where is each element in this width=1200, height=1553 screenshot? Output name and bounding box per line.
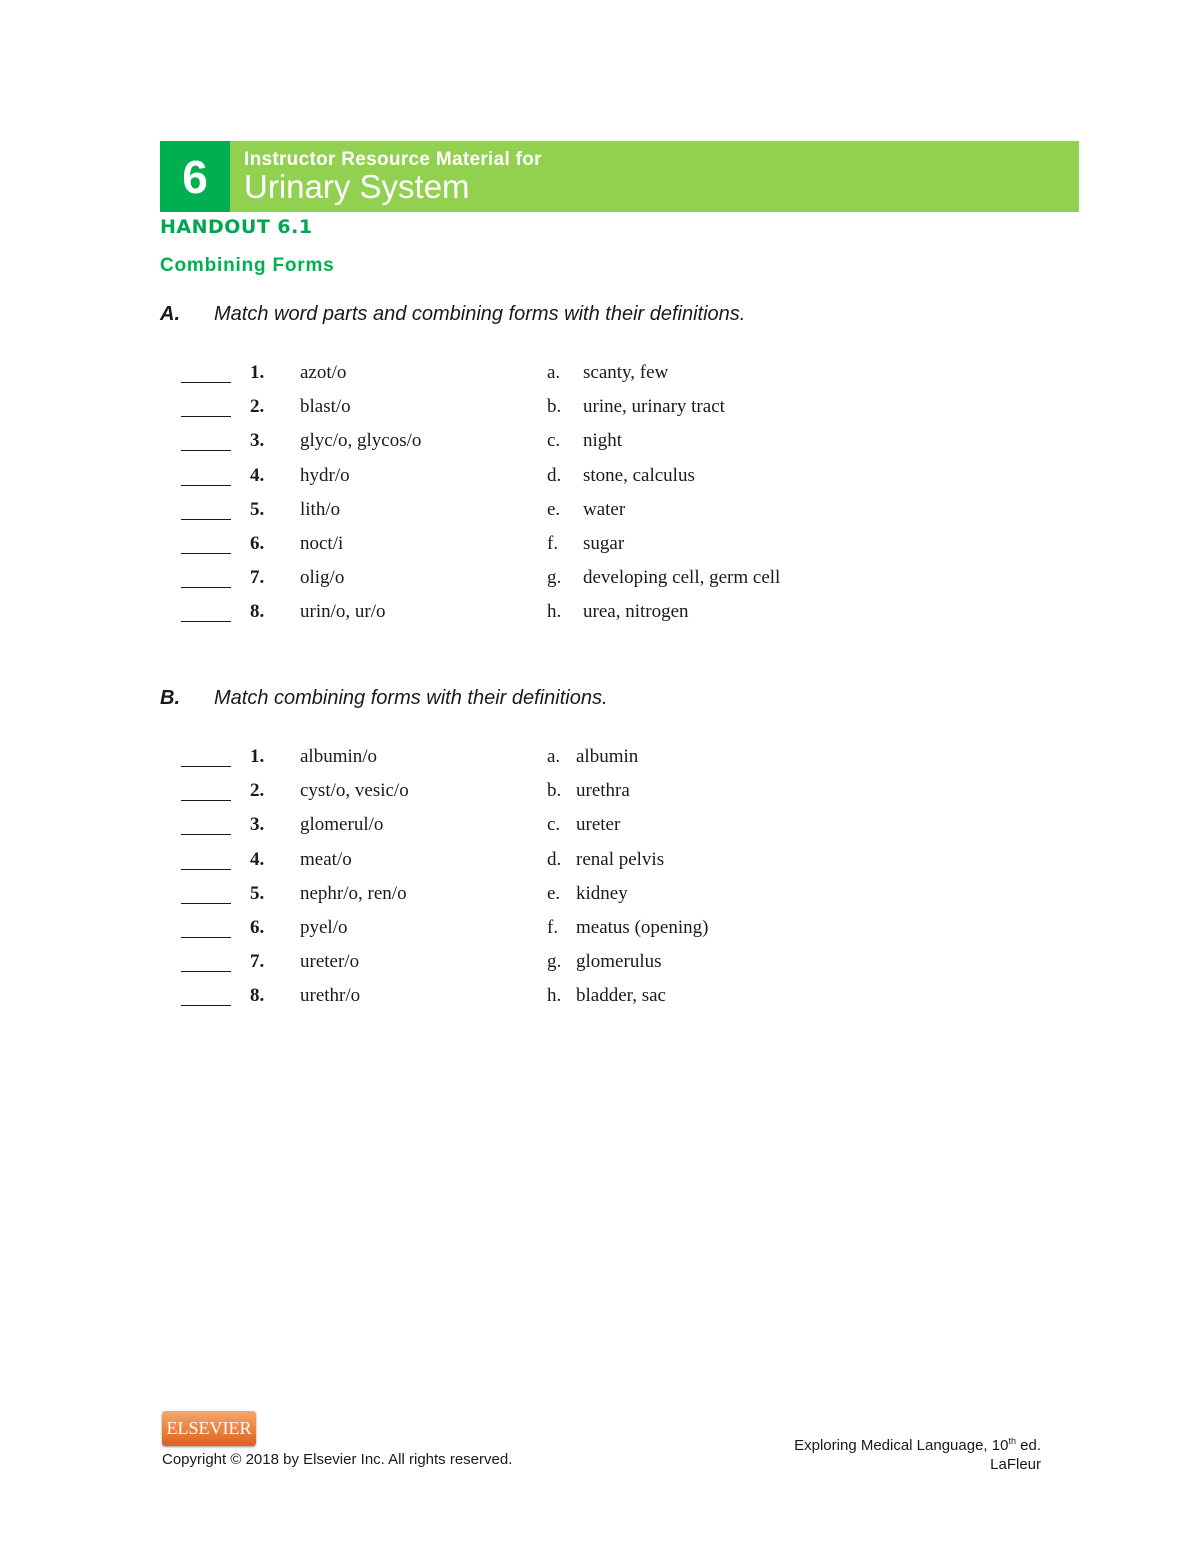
item-number: 4.: [250, 464, 265, 486]
handout-label: HANDOUT 6.1: [160, 216, 313, 238]
matching-row: [181, 814, 881, 844]
item-number: 8.: [250, 985, 265, 1007]
definition-letter: f.: [547, 533, 559, 554]
item-term: hydr/o: [300, 464, 350, 486]
chapter-number: 6: [160, 141, 230, 212]
item-term: nephr/o, ren/o: [300, 882, 407, 904]
definition-text: scanty, few: [583, 362, 669, 383]
page-subtitle: Combining Forms: [160, 255, 335, 276]
item-number: 2.: [250, 396, 265, 418]
item-number: 5.: [250, 882, 265, 904]
item-term: albumin/o: [300, 746, 378, 767]
definition-text: urea, nitrogen: [583, 601, 689, 623]
item-number: 1.: [250, 362, 265, 383]
author: LaFleur: [990, 1456, 1041, 1473]
definition-letter: g.: [547, 951, 562, 973]
item-number: 7.: [250, 567, 265, 589]
item-term: noct/i: [300, 533, 344, 554]
definition-letter: c.: [547, 814, 561, 836]
matching-row: [181, 396, 881, 426]
answer-blank[interactable]: [181, 430, 231, 451]
definition-text: albumin: [576, 746, 639, 767]
definition-text: stone, calculus: [583, 464, 695, 486]
answer-blank[interactable]: [181, 499, 231, 520]
definition-letter: h.: [547, 601, 562, 623]
matching-row: [181, 883, 881, 913]
section-b-heading: [160, 687, 608, 710]
matching-row: [181, 430, 881, 460]
answer-blank[interactable]: [181, 883, 231, 904]
definition-text: sugar: [583, 533, 625, 554]
item-number: 2.: [250, 780, 265, 802]
answer-blank[interactable]: [181, 917, 231, 938]
item-number: 1.: [250, 746, 265, 767]
book-info: [794, 1432, 1041, 1474]
matching-row: [181, 465, 881, 495]
answer-blank[interactable]: [181, 780, 231, 801]
definition-text: meatus (opening): [576, 917, 709, 938]
answer-blank[interactable]: [181, 465, 231, 486]
section-instruction: Match word parts and combining forms with their definitions.: [214, 303, 746, 325]
answer-blank[interactable]: [181, 814, 231, 835]
definition-text: water: [583, 498, 626, 520]
item-term: cyst/o, vesic/o: [300, 780, 409, 802]
banner-title: Urinary System: [244, 168, 470, 205]
definition-text: developing cell, germ cell: [583, 567, 781, 589]
answer-blank[interactable]: [181, 746, 231, 767]
answer-blank[interactable]: [181, 396, 231, 417]
section-letter: B.: [160, 687, 180, 709]
answer-blank[interactable]: [181, 951, 231, 972]
section-instruction: Match combining forms with their definitions.: [214, 687, 608, 709]
definition-text: urine, urinary tract: [583, 396, 725, 418]
item-term: pyel/o: [300, 917, 348, 938]
item-number: 4.: [250, 848, 265, 870]
matching-row: [181, 985, 881, 1015]
chapter-banner: [160, 141, 1079, 212]
section-letter: A.: [160, 303, 180, 325]
definition-letter: b.: [547, 396, 562, 418]
definition-letter: d.: [547, 848, 562, 870]
definition-text: renal pelvis: [576, 848, 665, 870]
definition-letter: e.: [547, 882, 561, 904]
item-term: glomerul/o: [300, 814, 384, 836]
definition-letter: d.: [547, 464, 562, 486]
matching-row: [181, 951, 881, 981]
definition-letter: c.: [547, 430, 561, 452]
item-number: 6.: [250, 917, 265, 938]
answer-blank[interactable]: [181, 601, 231, 622]
item-term: urethr/o: [300, 985, 361, 1007]
item-term: meat/o: [300, 848, 352, 870]
item-number: 7.: [250, 951, 265, 973]
section-a-heading: [160, 303, 745, 326]
definition-letter: f.: [547, 917, 559, 938]
definition-text: urethra: [576, 780, 630, 802]
answer-blank[interactable]: [181, 849, 231, 870]
item-term: ureter/o: [300, 951, 360, 973]
definition-text: ureter: [576, 814, 621, 836]
matching-row: [181, 533, 881, 563]
item-number: 3.: [250, 430, 265, 452]
banner-text: [230, 141, 542, 212]
definition-text: kidney: [576, 882, 628, 904]
matching-row: [181, 917, 881, 947]
matching-row: [181, 499, 881, 529]
definition-letter: a.: [547, 746, 561, 767]
book-title: Exploring Medical Language, 10th ed.: [794, 1436, 1041, 1454]
definition-letter: a.: [547, 362, 561, 383]
banner-subtitle: Instructor Resource Material for: [244, 149, 542, 170]
matching-row: [181, 849, 881, 879]
item-term: glyc/o, glycos/o: [300, 430, 422, 452]
matching-row: [181, 780, 881, 810]
item-term: olig/o: [300, 567, 345, 589]
item-term: blast/o: [300, 396, 351, 418]
item-term: urin/o, ur/o: [300, 601, 386, 623]
matching-row: [181, 362, 881, 392]
elsevier-logo: ELSEVIER: [162, 1411, 256, 1446]
definition-letter: b.: [547, 780, 562, 802]
item-term: lith/o: [300, 498, 341, 520]
answer-blank[interactable]: [181, 567, 231, 588]
definition-text: bladder, sac: [576, 985, 666, 1007]
answer-blank[interactable]: [181, 362, 231, 383]
definition-letter: e.: [547, 498, 561, 520]
definition-text: night: [583, 430, 623, 452]
item-number: 8.: [250, 601, 265, 623]
definition-letter: g.: [547, 567, 562, 589]
copyright-text: Copyright © 2018 by Elsevier Inc. All rights reserved.: [162, 1451, 513, 1468]
item-number: 3.: [250, 814, 265, 836]
matching-row: [181, 567, 881, 597]
item-number: 5.: [250, 498, 265, 520]
definition-letter: h.: [547, 985, 562, 1007]
matching-row: [181, 746, 881, 776]
answer-blank[interactable]: [181, 533, 231, 554]
definition-text: glomerulus: [576, 951, 662, 973]
item-term: azot/o: [300, 362, 347, 383]
matching-row: [181, 601, 881, 631]
item-number: 6.: [250, 533, 265, 554]
answer-blank[interactable]: [181, 985, 231, 1006]
